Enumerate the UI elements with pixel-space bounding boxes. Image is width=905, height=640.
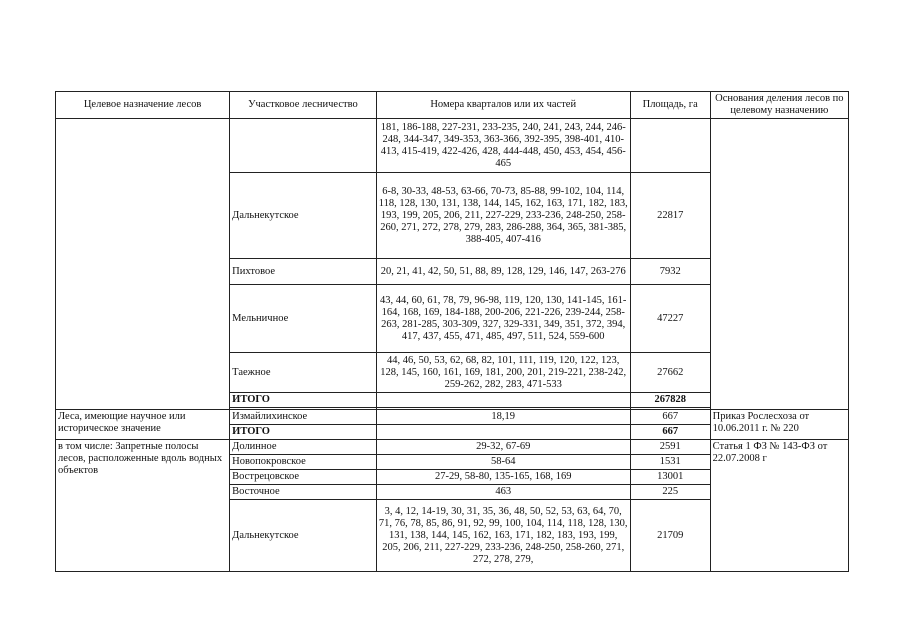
area-cell: 225 bbox=[630, 485, 710, 500]
area-cell: 7932 bbox=[630, 259, 710, 285]
total-label: ИТОГО bbox=[230, 425, 377, 440]
table-row bbox=[56, 119, 849, 173]
purpose-cell-empty bbox=[56, 119, 230, 410]
table-header-row bbox=[56, 92, 849, 119]
forestry-cell: Дальнекутское bbox=[230, 500, 377, 572]
basis-cell: Приказ Рослесхоза от 10.06.2011 г. № 220 bbox=[710, 410, 848, 440]
area-cell: 667 bbox=[630, 410, 710, 425]
header-purpose: Целевое назначение лесов bbox=[56, 92, 230, 119]
purpose-cell: Леса, имеющие научное или историческое значение bbox=[56, 410, 230, 440]
quarters-cell: 43, 44, 60, 61, 78, 79, 96-98, 119, 120, 130, 141-145, 161-164, 168, 169, 184-188, 200-206, 221-226, 239-244, 258-263, 281-285, 303-309, 327, 329-331, 349, 351, 372, 394, 417, 437, 455, 471, 485, 497, 511, 524, 559-600 bbox=[376, 285, 630, 353]
header-area: Площадь, га bbox=[630, 92, 710, 119]
quarters-cell: 18,19 bbox=[376, 410, 630, 425]
forestry-cell: Восточное bbox=[230, 485, 377, 500]
forestry-cell: Таежное bbox=[230, 353, 377, 393]
forestry-cell: Долинное bbox=[230, 440, 377, 455]
forestry-cell-empty bbox=[230, 119, 377, 173]
quarters-cell-empty bbox=[376, 425, 630, 440]
table-row bbox=[56, 410, 849, 425]
area-cell-empty bbox=[630, 119, 710, 173]
forestry-cell: Мельничное bbox=[230, 285, 377, 353]
area-cell: 27662 bbox=[630, 353, 710, 393]
total-label: ИТОГО bbox=[230, 393, 377, 408]
forestry-cell: Пихтовое bbox=[230, 259, 377, 285]
quarters-cell: 3, 4, 12, 14-19, 30, 31, 35, 36, 48, 50, 52, 53, 63, 64, 70, 71, 76, 78, 85, 86, 91, 92, 99, 100, 104, 114, 118, 128, 130, 131, 138, 144, 145, 162, 163, 171, 182, 183, 193, 199, 205, 206, 211, 227-229, 233-236, 248-250, 258-260, 271, 272, 278, 279, bbox=[376, 500, 630, 572]
area-cell: 13001 bbox=[630, 470, 710, 485]
quarters-cell: 44, 46, 50, 53, 62, 68, 82, 101, 111, 119, 120, 122, 123, 128, 145, 160, 161, 169, 181, 200, 201, 219-221, 238-242, 259-262, 282, 283, 471-533 bbox=[376, 353, 630, 393]
basis-cell-empty bbox=[710, 119, 848, 410]
quarters-cell: 20, 21, 41, 42, 50, 51, 88, 89, 128, 129, 146, 147, 263-276 bbox=[376, 259, 630, 285]
total-area: 667 bbox=[630, 425, 710, 440]
forest-purpose-table bbox=[55, 91, 849, 572]
quarters-cell: 181, 186-188, 227-231, 233-235, 240, 241, 243, 244, 246-248, 344-347, 349-353, 363-366, 392-395, 398-401, 410-413, 415-419, 422-426, 428, 444-448, 450, 453, 454, 456-465 bbox=[376, 119, 630, 173]
total-area: 267828 bbox=[630, 393, 710, 408]
quarters-cell: 27-29, 58-80, 135-165, 168, 169 bbox=[376, 470, 630, 485]
basis-cell: Статья 1 ФЗ № 143-ФЗ от 22.07.2008 г bbox=[710, 440, 848, 572]
header-forestry: Участковое лесничество bbox=[230, 92, 377, 119]
quarters-cell: 58-64 bbox=[376, 455, 630, 470]
quarters-cell: 6-8, 30-33, 48-53, 63-66, 70-73, 85-88, 99-102, 104, 114, 118, 128, 130, 131, 138, 144, 145, 162, 163, 171, 182, 183, 193, 199, 205, 206, 211, 227-229, 233-236, 248-250, 258-260, 271, 272, 278, 279, 283, 286-288, 364, 365, 381-385, 388-405, 407-416 bbox=[376, 173, 630, 259]
forestry-cell: Новопокровское bbox=[230, 455, 377, 470]
area-cell: 1531 bbox=[630, 455, 710, 470]
header-basis: Основания деления лесов по целевому назначению bbox=[710, 92, 848, 119]
header-quarters: Номера кварталов или их частей bbox=[376, 92, 630, 119]
table-row bbox=[56, 440, 849, 455]
quarters-cell-empty bbox=[376, 393, 630, 408]
area-cell: 21709 bbox=[630, 500, 710, 572]
quarters-cell: 463 bbox=[376, 485, 630, 500]
forestry-cell: Вострецовское bbox=[230, 470, 377, 485]
area-cell: 22817 bbox=[630, 173, 710, 259]
area-cell: 47227 bbox=[630, 285, 710, 353]
area-cell: 2591 bbox=[630, 440, 710, 455]
purpose-cell: в том числе: Запретные полосы лесов, расположенные вдоль водных объектов bbox=[56, 440, 230, 572]
forestry-cell: Дальнекутское bbox=[230, 173, 377, 259]
quarters-cell: 29-32, 67-69 bbox=[376, 440, 630, 455]
forestry-cell: Измайлихинское bbox=[230, 410, 377, 425]
